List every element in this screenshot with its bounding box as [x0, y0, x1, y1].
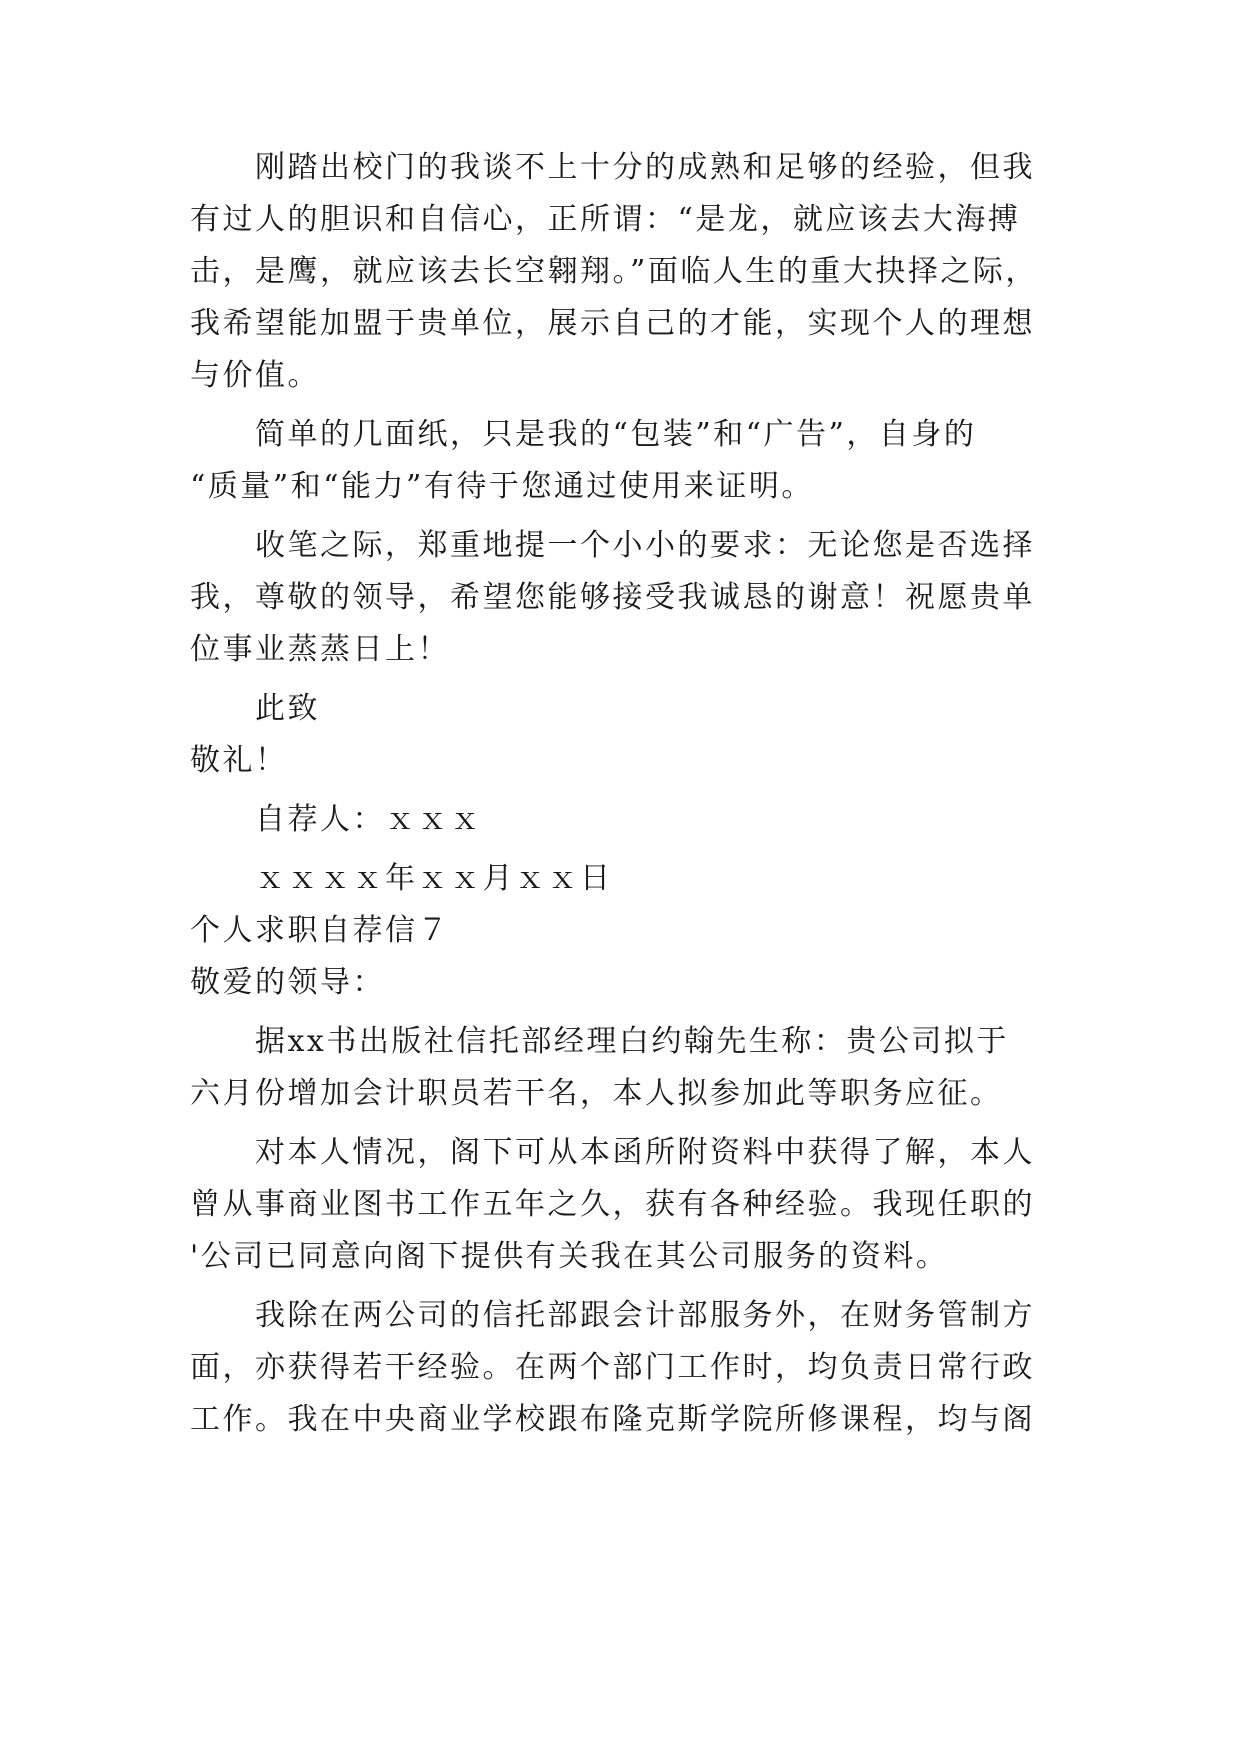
- text-line: '公司已同意向阁下提供有关我在其公司服务的资料。: [190, 1239, 949, 1274]
- text-line: 六月份增加会计职员若干名，本人拟参加此等职务应征。: [190, 1076, 1003, 1111]
- text-line: 我，尊敬的领导，希望您能够接受我诚恳的谢意！祝愿贵单: [190, 580, 1035, 615]
- text-line: 我希望能加盟于贵单位，展示自己的才能，实现个人的理想: [190, 306, 1035, 341]
- text-line: 击，是鹰，就应该去长空翱翔。”面临人生的重大抉择之际，: [190, 254, 1038, 289]
- text-line: 我除在两公司的信托部跟会计部服务外，在财务管制方: [255, 1298, 1035, 1333]
- signature-name: 自荐人：ｘｘｘ: [255, 802, 483, 837]
- text-line: 简单的几面纸，只是我的“包装”和“广告”，自身的: [255, 417, 977, 452]
- text-line: 曾从事商业图书工作五年之久，获有各种经验。我现任职的: [190, 1187, 1035, 1222]
- closing-salutation: 此致: [255, 691, 320, 726]
- text-line: 对本人情况，阁下可从本函所附资料中获得了解，本人: [255, 1135, 1035, 1170]
- text-line: 收笔之际，郑重地提一个小小的要求：无论您是否选择: [255, 528, 1035, 563]
- text-line: 位事业蒸蒸日上！: [190, 632, 450, 667]
- closing-regards: 敬礼！: [190, 743, 288, 778]
- text-line: 有过人的胆识和自信心，正所谓：“是龙，就应该去大海搏: [190, 202, 1021, 237]
- text-line: 与价值。: [190, 358, 320, 393]
- text-line: 工作。我在中央商业学校跟布隆克斯学院所修课程，均与阁: [190, 1402, 1035, 1437]
- signature-date: ｘｘｘｘ年ｘｘ月ｘｘ日: [255, 861, 613, 896]
- text-line: “质量”和“能力”有待于您通过使用来证明。: [190, 469, 814, 504]
- letter-greeting: 敬爱的领导：: [190, 965, 385, 1000]
- text-line: 刚踏出校门的我谈不上十分的成熟和足够的经验，但我: [255, 150, 1035, 185]
- text-line: 据xx书出版社信托部经理白约翰先生称：贵公司拟于: [255, 1024, 1009, 1059]
- text-line: 面，亦获得若干经验。在两个部门工作时，均负责日常行政: [190, 1350, 1035, 1385]
- section-title: 个人求职自荐信７: [190, 913, 450, 948]
